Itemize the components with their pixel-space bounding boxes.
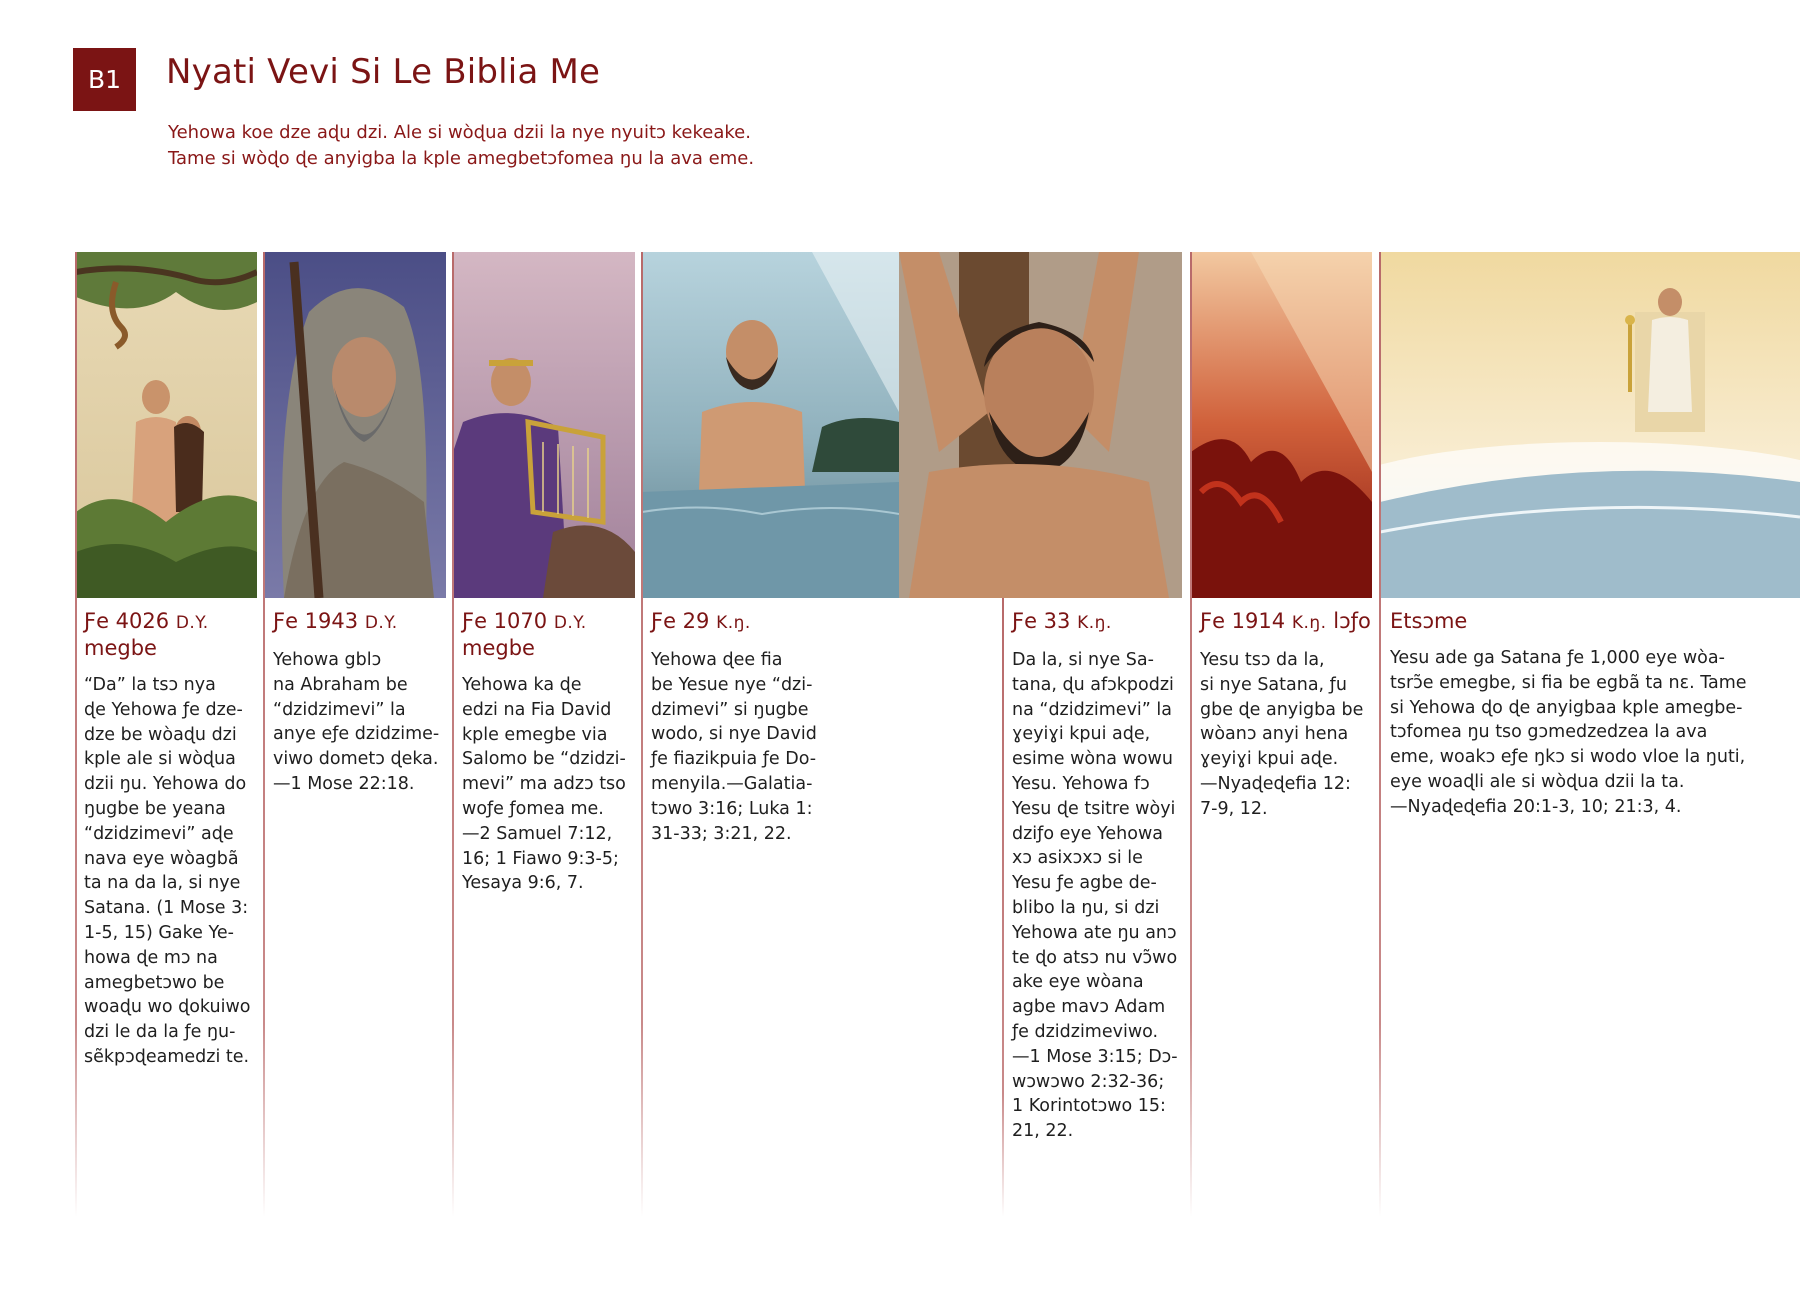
timeline-entry-1914 (1200, 609, 1376, 822)
timeline-entry-4026 (84, 609, 256, 1070)
entry-text: “Da” la tsɔ nya ɖe Yehowa ƒe dze- dze be wòaɖu dzi kple ale si wòɖua dzii ŋu. Yehowa do ŋugbe be yeana “dzidzimevi” aɖe nava eye wòagbã ta na da la, si nye Satana. (1 Mose 3: 1-5, 15) Gake Ye- howa ɖe mɔ na amegbetɔwo be woaɖu wo ɖokuiwo dzi le da la ƒe ŋu- sẽkpɔɖeamedzi te. (84, 675, 251, 1067)
page-subtitle (168, 120, 754, 172)
entry-text: Da la, si nye Sa- tana, ɖu afɔkpodzi na “dzidzimevi” la ɣeyiɣi kpui aɖe, esime wòna wowu Yesu. Yehowa fɔ Yesu ɖe tsitre wòyi dziƒo eye Yehowa xɔ asixɔxɔ si le Yesu ƒe agbe de- blibo la ŋu, si dzi Yehowa ate ŋu anɔ te ɖo atsɔ nu vɔ̃wo ake eye wòana agbe mavɔ Adam ƒe dzidzimeviwo. —1 Mose 3:15; Dɔ- wɔwɔwo 2:32-36; 1 Korintotɔwo 15: 21, 22. (1012, 650, 1178, 1142)
timeline-entry-future (1390, 609, 1790, 820)
entry-text: Yehowa gblɔ na Abraham be “dzidzimevi” la anye eƒe dzidzime- viwo dometɔ ɖeka. —1 Mose 22:18. (273, 650, 440, 794)
timeline-entry-33 (1012, 609, 1187, 1144)
subtitle-line-2: Tame si wòɖo ɖe anyigba la kple amegbetɔfomea ŋu la ava eme. (168, 148, 755, 169)
scene-abraham-image (264, 252, 446, 598)
entry-text: Yesu tsɔ da la, si nye Satana, ƒu gbe ɖe anyigba be wòanɔ anyi hena ɣeyiɣi kpui aɖe. —Nyaɖeɖefia 12: 7-9, 12. (1200, 650, 1364, 819)
entry-text: Yehowa ɖee fia be Yesue nye “dzi- dzimevi” si ŋugbe wodo, si nye David ƒe fiazikpuia ƒe Do- menyila.—Galatia- tɔwo 3:16; Luka 1: 31-33; 3:21, 22. (651, 650, 817, 844)
page-title: Nyati Vevi Si Le Biblia Me (166, 52, 601, 92)
entry-date: Ƒe 33 K.ŋ. (1012, 609, 1112, 633)
entry-date: Ƒe 1070 D.Y. megbe (462, 609, 587, 660)
entry-date: Ƒe 29 K.ŋ. (651, 609, 751, 633)
entry-text: Yesu ade ga Satana ƒe 1,000 eye wòa- tsrɔ̃e emegbe, si fia be egbã ta nɛ. Tame si Yehowa ɖo ɖe anyigbaa kple amegbe- tɔfomea ŋu tso gɔmedzedzea la ava eme, woakɔ eƒe ŋkɔ si wodo vloe la ŋuti, eye woaɖli ale si wòɖua dzii la ta. —Nyaɖeɖefia 20:1-3, 10; 21:3, 4. (1390, 648, 1747, 817)
scene-david-image (453, 252, 635, 598)
entry-date: Etsɔme (1390, 609, 1468, 633)
timeline-entry-29 (651, 609, 851, 846)
timeline-entry-1070 (462, 609, 634, 896)
entry-date: Ƒe 1914 K.ŋ. lɔƒo (1200, 609, 1371, 633)
scene-satan-cast-down-image (1191, 252, 1372, 598)
column-divider (1190, 252, 1192, 1217)
column-divider (641, 252, 643, 1217)
column-divider (1379, 252, 1381, 1217)
timeline-entry-1943 (273, 609, 445, 797)
column-divider (263, 252, 265, 1217)
column-divider (1002, 598, 1004, 1217)
section-badge: B1 (73, 48, 136, 111)
column-divider (75, 252, 77, 1217)
entry-date: Ƒe 1943 D.Y. (273, 609, 398, 633)
subtitle-line-1: Yehowa koe dze aɖu dzi. Ale si wòɖua dzii la nye nyuitɔ kekeake. (168, 122, 751, 143)
column-divider (452, 252, 454, 1217)
scene-eden-image (76, 252, 257, 598)
scene-baptism-image (642, 252, 899, 598)
scene-king-throne-image (1380, 252, 1800, 598)
entry-date: Ƒe 4026 D.Y. megbe (84, 609, 209, 660)
scene-torture-stake-image (899, 252, 1182, 598)
entry-text: Yehowa ka ɖe edzi na Fia David kple emegbe via Salomo be “dzidzi- mevi” ma adzɔ tso woƒe ƒomea me. —2 Samuel 7:12, 16; 1 Fiawo 9:3-5; Yesaya 9:6, 7. (462, 675, 626, 894)
